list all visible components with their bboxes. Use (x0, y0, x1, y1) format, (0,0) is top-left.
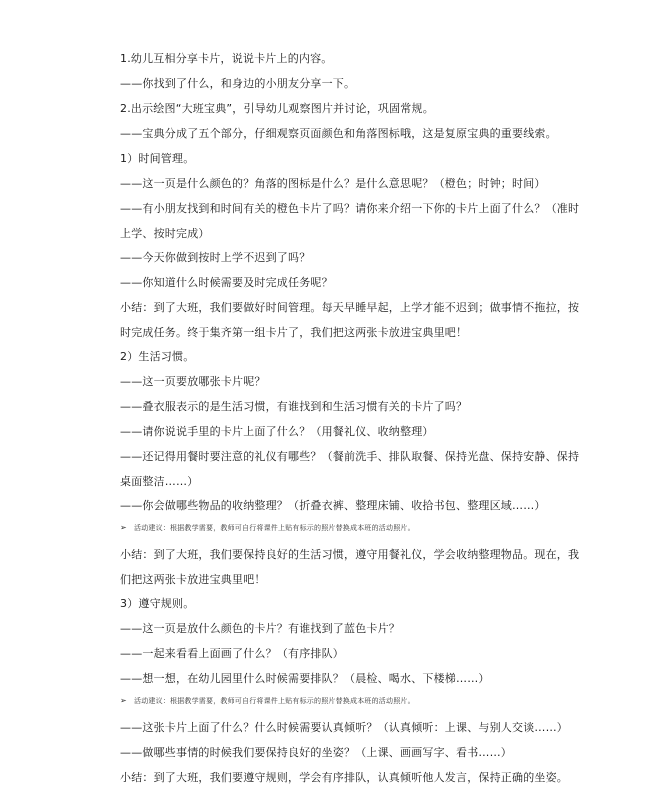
time-question-2: ——有小朋友找到和时间有关的橙色卡片了吗？请你来介绍一下你的卡片上面了什么？（准时上学、按时完成） (120, 202, 580, 240)
habits-question-3: ——请你说说手里的卡片上面了什么？（用餐礼仪、收纳整理） (120, 425, 434, 438)
step-2-intro: ——宝典分成了五个部分，仔细观察页面颜色和角落图标哦，这是复原宝典的重要线索。 (120, 127, 557, 140)
activity-tip-1-text: 活动建议：根据教学需要，教师可自行将课件上贴有标示的照片替换成本班的活动照片。 (134, 524, 415, 532)
time-question-1: ——这一页是什么颜色的？角落的图标是什么？是什么意思呢？（橙色；时钟；时间） (120, 177, 546, 190)
step-1-heading: 1.幼儿互相分享卡片，说说卡片上的内容。 (120, 52, 333, 65)
time-question-4: ——你知道什么时候需要及时完成任务呢？ (120, 276, 333, 289)
section-rules-title: 3）遵守规则。 (120, 597, 195, 610)
time-summary: 小结：到了大班，我们要做好时间管理。每天早睡早起，上学才能不迟到；做事情不拖拉，按时完成任务。终于集齐第一组卡片了，我们把这两张卡放进宝典里吧！ (120, 301, 580, 339)
rules-summary: 小结：到了大班，我们要遵守规则，学会有序排队，认真倾听他人发言，保持正确的坐姿。 (120, 771, 568, 784)
activity-tip-1 (120, 523, 582, 533)
habits-question-2: ——叠衣服表示的是生活习惯，有谁找到和生活习惯有关的卡片了吗？ (120, 400, 468, 413)
activity-tip-2-text: 活动建议：根据教学需要，教师可自行将课件上贴有标示的照片替换成本班的活动照片。 (134, 697, 415, 705)
document-body (120, 51, 582, 795)
rules-question-5: ——做哪些事情的时候我们要保持良好的坐姿？（上课、画画写字、看书……） (120, 746, 512, 759)
step-1-question: ——你找到了什么，和身边的小朋友分享一下。 (120, 77, 356, 90)
time-question-3: ——今天你做到按时上学不迟到了吗？ (120, 251, 311, 264)
habits-question-5: ——你会做哪些物品的收纳整理？（折叠衣裤、整理床铺、收拾书包、整理区域……） (120, 499, 546, 512)
rules-question-1: ——这一页是放什么颜色的卡片？有谁找到了蓝色卡片？ (120, 622, 400, 635)
habits-question-4: ——还记得用餐时要注意的礼仪有哪些？（餐前洗手、排队取餐、保持光盘、保持安静、保持桌面整洁……） (120, 450, 580, 488)
section-habits-title: 2）生活习惯。 (120, 350, 195, 363)
rules-question-2: ——一起来看看上面画了什么？（有序排队） (120, 647, 344, 660)
section-time-management-title: 1）时间管理。 (120, 152, 195, 165)
activity-tip-2 (120, 696, 582, 706)
habits-summary: 小结：到了大班，我们要保持良好的生活习惯，遵守用餐礼仪，学会收纳整理物品。现在，我们把这两张卡放进宝典里吧！ (120, 548, 580, 586)
step-2-heading: 2.出示绘图“大班宝典”，引导幼儿观察图片并讨论，巩固常规。 (120, 102, 434, 115)
rules-question-3: ——想一想，在幼儿园里什么时候需要排队？（晨检、喝水、下楼梯……） (120, 672, 490, 685)
bullet-arrow-icon: ➢ (120, 696, 127, 705)
bullet-arrow-icon: ➢ (120, 523, 127, 532)
habits-question-1: ——这一页要放哪张卡片呢？ (120, 375, 266, 388)
rules-question-4: ——这张卡片上面了什么？什么时候需要认真倾听？（认真倾听：上课、与别人交谈……） (120, 721, 568, 734)
